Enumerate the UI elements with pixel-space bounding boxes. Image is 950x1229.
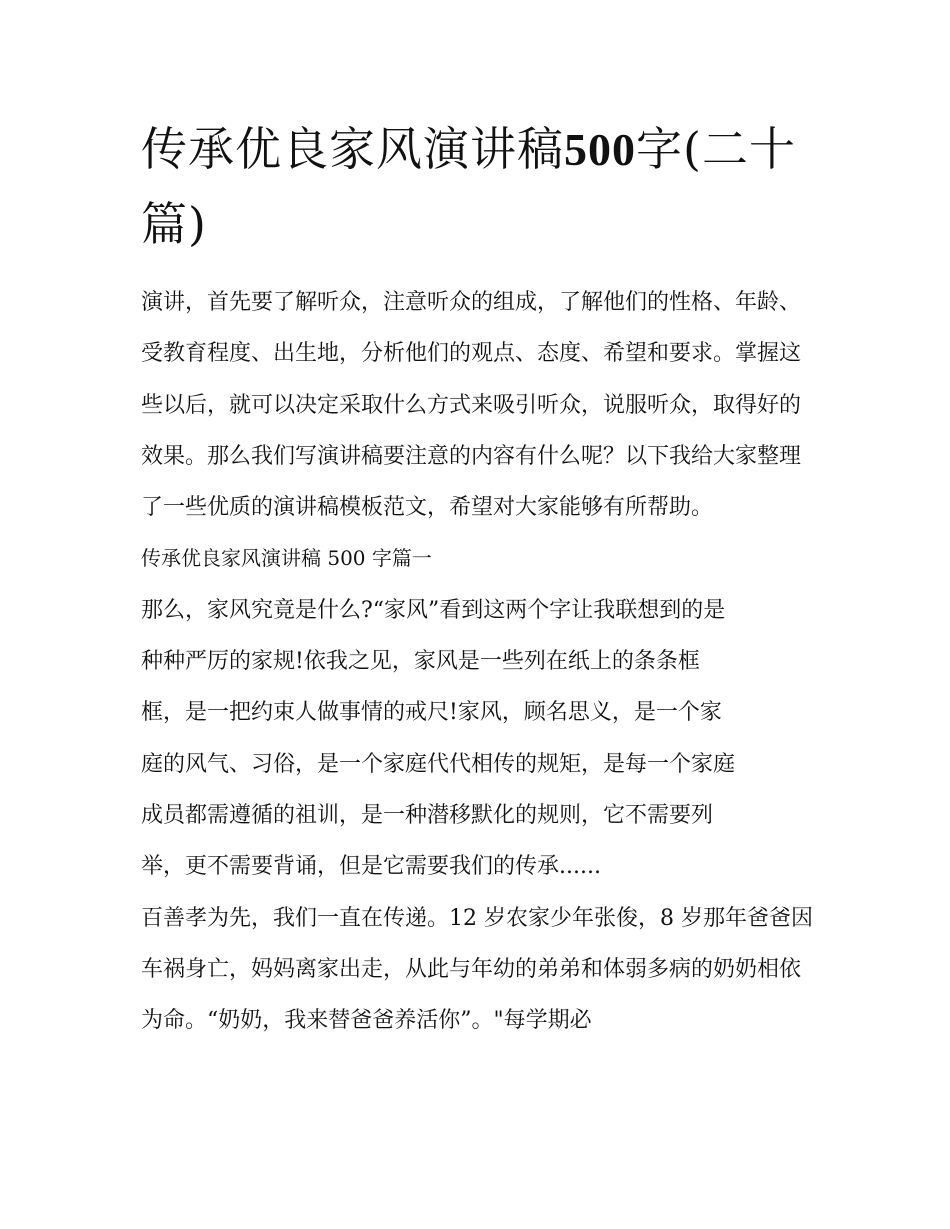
intro-paragraph: 演讲，首先要了解听众，注意听众的组成，了解他们的性格、年龄、受教育程度、出生地，分析他们的观点、态度、希望和要求。掌握这些以后，就可以决定采取什么方式来吸引听众，说服听众，取得好的效果。那么我们写演讲稿要注意的内容有什么呢？以下我给大家整理了一些优质的演讲稿模板范文，希望对大家能够有所帮助。 bbox=[141, 290, 802, 521]
paragraph-2: 百善孝为先，我们一直在传递。12 岁农家少年张俊，8 岁那年爸爸因车祸身亡，妈妈离家出走，从此与年幼的弟弟和体弱多病的奶奶相依为命。“奶奶，我来替爸爸养活你”。"每学期必 bbox=[141, 905, 813, 1034]
document-title bbox=[141, 112, 821, 262]
paragraph-line: 庭的风气、习俗，是一个家庭代代相传的规矩，是每一个家庭 bbox=[141, 751, 736, 777]
title-number: 500 bbox=[564, 124, 636, 175]
paragraph-line: 那么，家风究竟是什么?“家风”看到这两个字让我联想到的是 bbox=[141, 597, 726, 623]
paragraph-line: 成员都需遵循的祖训，是一种潜移默化的规则，它不需要列 bbox=[141, 802, 714, 828]
title-text-part2: 字(二十篇) bbox=[141, 122, 796, 251]
paragraph-line: 种种严厉的家规!依我之见，家风是一些列在纸上的条条框 bbox=[141, 649, 700, 675]
document-body bbox=[141, 277, 813, 1046]
paragraph-line: 举，更不需要背诵，但是它需要我们的传承...... bbox=[141, 854, 601, 880]
paragraph-1 bbox=[141, 585, 813, 893]
paragraph-line: 框，是一把约束人做事情的戒尺!家风，顾名思义，是一个家 bbox=[141, 700, 722, 726]
title-text-part1: 传承优良家风演讲稿 bbox=[141, 122, 564, 176]
section-heading: 传承优良家风演讲稿 500 字篇一 bbox=[141, 546, 432, 571]
